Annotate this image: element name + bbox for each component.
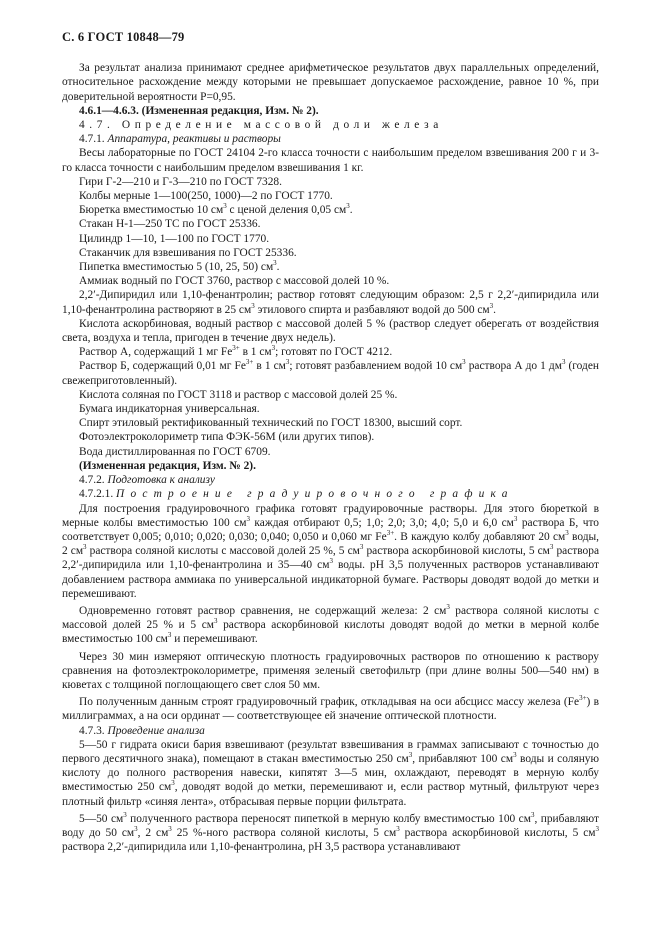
paragraph-solution-a: Раствор А, содержащий 1 мг $Fe^{3+}$ в 1 $см^3$; готовят по ГОСТ 4212.: [79, 344, 393, 359]
subsection-heading-apparatus: [62, 132, 599, 146]
paragraph-optical-density: Через 30 мин измеряют оптическую плотность градуировочных растворов по отношению к раствору сравнения на фотоэлектроколориметре, применяя зеленый светофильтр (при длине волны 500—540 нм) в кюветах с толщиной поглощающего свет слоя 50 мм.: [62, 650, 599, 691]
subsection-number: 4.7.1.: [79, 133, 105, 146]
paragraph-calibration-graph: По полученным данным строят градуировочный график, откладывая на оси абсцисс массу железа $(Fe^{3+})$ в миллиграммах, а на оси ординат — соответствующее ей значение оптической плотности.: [62, 694, 599, 723]
subsection-heading-analysis: 4.7.3. Проведение анализа: [79, 724, 205, 737]
paragraph-reference-solution: Одновременно готовят раствор сравнения, не содержащий железа: 2 $см^3$ раствора соляной кислоты с массовой долей 25 % и 5 $см^3$ раствора аскорбиновой кислоты доводят водой до метки в мерной колбе вместимостью 100 $см^3$ и перемешивают.: [62, 603, 599, 646]
subsection-heading-preparation: 4.7.2. Подготовка к анализу: [79, 474, 215, 487]
amendment-note: 4.6.1—4.6.3. (Измененная редакция, Изм. № 2).: [79, 104, 319, 117]
paragraph-cylinder: Цилиндр 1—10, 1—100 по ГОСТ 1770.: [79, 232, 270, 245]
paragraph-aliquot-transfer: 5—50 $см^3$ полученного раствора переносят пипеткой в мерную колбу вместимостью 100 $см^3$, прибавляют воду до 50 $см^3$, 2 $см^3$ 25 %-ного раствора соляной кислоты, 5 $см^3$ раствора аскорбиновой кислоты, 5 $см^3$ раствора 2,2′-дипиридила или 1,10-фенантролина, pH 3,5 раствора устанавливают: [62, 810, 599, 854]
paragraph-weighing-cup: Стаканчик для взвешивания по ГОСТ 25336.: [79, 246, 297, 259]
paragraph-burette: Бюретка вместимостью 10 $см^3$ с ценой деления 0,05 $см^3$.: [79, 202, 353, 217]
paragraph-weights: Гири Г-2—210 и Г-3—210 по ГОСТ 7328.: [79, 175, 282, 188]
paragraph-solution-b: Раствор Б, содержащий 0,01 мг $Fe^{3+}$ в 1 $см^3$; готовят разбавлением водой 10 $см^3$ раствора А до 1 $дм^3$ (годен свежеприготовленный).: [62, 358, 599, 387]
paragraph-flasks: Колбы мерные 1—100(250, 1000)—2 по ГОСТ 1770.: [79, 190, 333, 203]
amendment-note-2: (Измененная редакция, Изм. № 2).: [79, 459, 256, 472]
subsection-title: Аппаратура, реактивы и растворы: [107, 133, 281, 146]
paragraph-ethanol: Спирт этиловый ректификованный технический по ГОСТ 18300, высший сорт.: [79, 417, 463, 430]
paragraph-beaker: Стакан Н-1—250 ТС по ГОСТ 25336.: [79, 218, 261, 231]
page-header: С. 6 ГОСТ 10848—79: [62, 30, 185, 44]
paragraph-photocolorimeter: Фотоэлектроколориметр типа ФЭК-56М (или других типов).: [79, 431, 375, 444]
paragraph-dipyridyl: 2,2′-Дипиридил или 1,10-фенантролин; раствор готовят следующим образом: 2,5 г 2,2′-дипиридила или 1,10-фенантролина растворяют в 25 $см^3$ этилового спирта и разбавляют водой до 500 $см^3$.: [62, 289, 599, 316]
paragraph-indicator-paper: Бумага индикаторная универсальная.: [79, 403, 260, 416]
paragraph-result: За результат анализа принимают среднее арифметическое результатов двух параллельных определений, относительное расхождение между которыми не превышает допускаемое расхождение, равное 10 %, при доверительной вероятности Р=0,95.: [62, 62, 599, 103]
paragraph-sample-preparation: 5—50 г гидрата окиси бария взвешивают (результат взвешивания в граммах записывают с точностью до первого десятичного знака), помещают в стакан вместимостью 250 $см^3$, прибавляют 100 $см^3$ воды и соляную кислоту до полного растворения навески, кипятят 3—5 мин, охлаждают, переводят в мерную колбу вместимостью 250 $см^3$, доводят водой до метки, перемешивают и, если раствор мутный, фильтруют через плотный фильтр «синяя лента», отбрасывая первые порции фильтрата.: [62, 738, 599, 808]
paragraph-scales: Весы лабораторные по ГОСТ 24104 2-го класса точности с наибольшим пределом взвешивания 200 г и 3-го класса точности с наибольшим пределом взвешивания 1 кг.: [62, 147, 599, 174]
paragraph-pipette: Пипетка вместимостью 5 (10, 25, 50) $см^3$.: [79, 259, 280, 274]
paragraph-ammonia: Аммиак водный по ГОСТ 3760, раствор с массовой долей 10 %.: [79, 275, 390, 288]
paragraph-distilled-water: Вода дистиллированная по ГОСТ 6709.: [79, 445, 271, 458]
paragraph-hydrochloric-acid: Кислота соляная по ГОСТ 3118 и раствор с массовой долей 25 %.: [79, 388, 398, 401]
subsection-heading-calibration: 4.7.2.1. Построение градуировочного графика: [79, 488, 514, 501]
section-heading-iron: 4.7. Определение массовой доли железа: [79, 119, 443, 132]
paragraph-ascorbic-acid: Кислота аскорбиновая, водный раствор с массовой долей 5 % (раствор следует оберегать от воздействия света, воздуха и тепла, пригоден в течение двух недель).: [62, 317, 599, 345]
paragraph-calibration-solutions: Для построения градуировочного графика готовят градуировочные растворы. Для этого бюреткой в мерные колбы вместимостью 100 $см^3$ каждая отбирают 0,5; 1,0; 2,0; 3,0; 4,0; 5,0 и 6,0 $см^3$ раствора Б, что соответствует 0,005; 0,010; 0,020; 0,030; 0,040; 0,050 и 0,060 мг $Fe^{3+}$. В каждую колбу добавляют 20 $см^3$ воды, 2 $см^3$ раствора соляной кислоты с массовой долей 25 %, 5 $см^3$ раствора аскорбиновой кислоты, 5 $см^3$ раствора 2,2′-дипиридила или 1,10-фенантролина и 35—40 $см^3$ воды. pH 3,5 полученных растворов устанавливают добавлением раствора аммиака по универсальной индикаторной бумаге. Растворы доводят водой до метки и перемешивают.: [62, 502, 600, 600]
